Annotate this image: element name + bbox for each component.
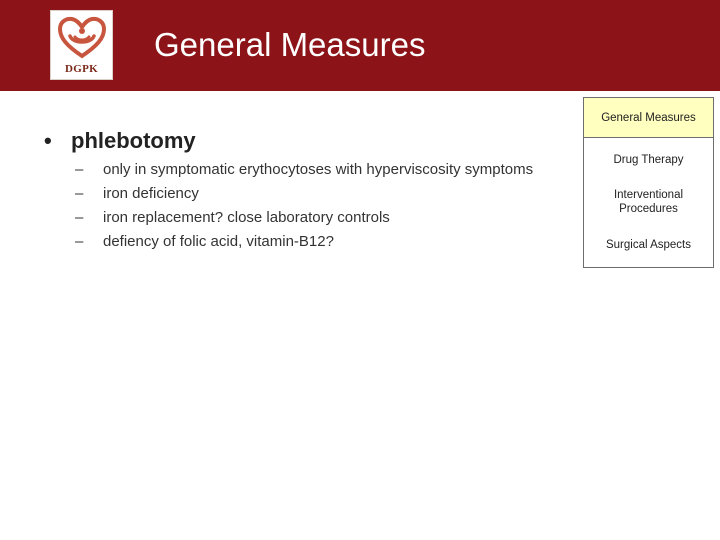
sub-item-text: only in symptomatic erythocytoses with hyperviscosity symptoms xyxy=(103,161,534,178)
sub-item-text: defiency of folic acid, vitamin-B12? xyxy=(103,233,334,250)
nav-item-drug-therapy[interactable]: Drug Therapy xyxy=(613,154,684,166)
bullet-glyph: • xyxy=(44,128,52,153)
dash-glyph: – xyxy=(75,161,84,178)
sub-item-text: iron replacement? close laboratory controls xyxy=(103,209,390,226)
dgpk-logo xyxy=(50,10,113,80)
sub-item xyxy=(75,209,533,233)
dash-glyph: – xyxy=(75,209,84,226)
sub-list xyxy=(75,161,533,257)
sub-item xyxy=(75,185,533,209)
bullet-text: phlebotomy xyxy=(71,128,196,153)
nav-item-surgical-aspects[interactable]: Surgical Aspects xyxy=(605,239,691,251)
page-title: General Measures xyxy=(154,26,426,63)
nav-item-interventional-procedures[interactable]: Interventional Procedures xyxy=(613,189,684,215)
header-bar xyxy=(0,0,720,91)
nav-item-general-measures[interactable]: General Measures xyxy=(584,98,713,138)
dash-glyph: – xyxy=(75,185,84,202)
sub-item xyxy=(75,233,533,257)
bullet-item xyxy=(44,128,196,154)
section-nav xyxy=(583,97,714,268)
heart-logo-icon xyxy=(57,16,107,62)
logo-text: DGPK xyxy=(65,63,98,75)
sub-item xyxy=(75,161,533,185)
dash-glyph: – xyxy=(75,233,84,250)
sub-item-text: iron deficiency xyxy=(103,185,199,202)
